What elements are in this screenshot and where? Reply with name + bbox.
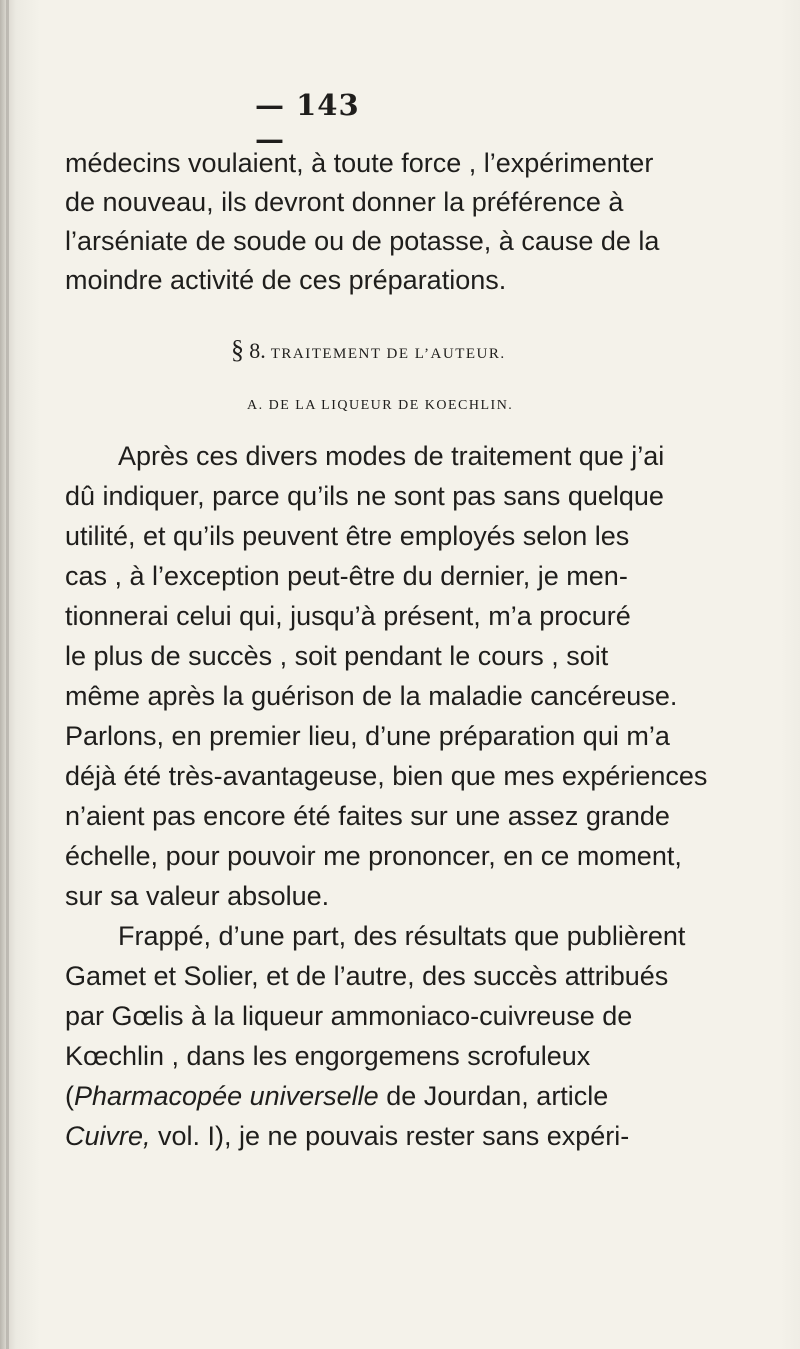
text-line: Parlons, en premier lieu, d’une préparation qui m’a bbox=[65, 721, 670, 751]
text-span: vol. I), je ne pouvais rester sans expéri- bbox=[150, 1121, 630, 1151]
section-title: TRAITEMENT DE L’AUTEUR. bbox=[270, 346, 506, 362]
text-line: Après ces divers modes de traitement que j’ai bbox=[118, 441, 665, 471]
text-line: par Gœlis à la liqueur ammoniaco-cuivreuse de bbox=[65, 1001, 633, 1031]
text-line: utilité, et qu’ils peuvent être employés selon les bbox=[65, 521, 630, 551]
text-line: médecins voulaient, à toute force , l’expérimenter bbox=[65, 148, 654, 178]
italic-title: Pharmacopée universelle bbox=[74, 1081, 379, 1111]
text-line bbox=[65, 1081, 608, 1112]
text-line: Kœchlin , dans les engorgemens scrofuleux bbox=[65, 1041, 591, 1071]
section-heading bbox=[231, 335, 506, 365]
italic-word: Cuivre, bbox=[65, 1121, 151, 1151]
text-line: le plus de succès , soit pendant le cours , soit bbox=[65, 641, 609, 671]
open-paren: ( bbox=[65, 1081, 74, 1111]
text-line: de nouveau, ils devront donner la préférence à bbox=[65, 187, 624, 217]
subsection-heading: A. DE LA LIQUEUR DE KOECHLIN. bbox=[247, 398, 514, 413]
text-line: Gamet et Solier, et de l’autre, des succès attribués bbox=[65, 961, 669, 991]
text-line: tionnerai celui qui, jusqu’à présent, m’a procuré bbox=[65, 601, 631, 631]
text-line: l’arséniate de soude ou de potasse, à cause de la bbox=[65, 226, 660, 256]
text-line: sur sa valeur absolue. bbox=[65, 881, 330, 911]
section-number: 8. bbox=[249, 338, 266, 363]
text-line bbox=[65, 1121, 629, 1152]
text-line: moindre activité de ces préparations. bbox=[65, 265, 507, 295]
text-line: Frappé, d’une part, des résultats que publièrent bbox=[118, 921, 686, 951]
text-line: déjà été très-avantageuse, bien que mes expériences bbox=[65, 761, 708, 791]
text-span: de Jourdan, article bbox=[378, 1081, 609, 1111]
text-line: échelle, pour pouvoir me prononcer, en ce moment, bbox=[65, 841, 682, 871]
section-symbol: § bbox=[231, 335, 244, 364]
text-line: cas , à l’exception peut-être du dernier, je men- bbox=[65, 561, 628, 591]
page-number: — 143 — bbox=[255, 88, 360, 156]
page-gutter bbox=[6, 0, 9, 1349]
text-line: même après la guérison de la maladie cancéreuse. bbox=[65, 681, 678, 711]
text-line: n’aient pas encore été faites sur une assez grande bbox=[65, 801, 670, 831]
text-line: dû indiquer, parce qu’ils ne sont pas sans quelque bbox=[65, 481, 664, 511]
